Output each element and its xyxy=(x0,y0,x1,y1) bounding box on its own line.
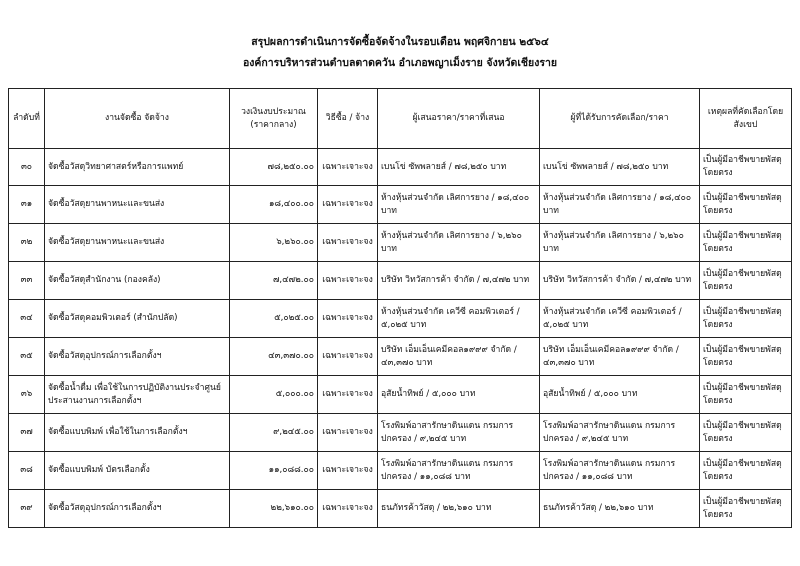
cell-method: เฉพาะเจาะจง xyxy=(318,149,378,186)
table-row xyxy=(9,262,792,300)
header-no: ลำดับที่ xyxy=(9,89,45,149)
document-title: สรุปผลการดำเนินการจัดซื้อจัดจ้างในรอบเดือน พฤศจิกายน ๒๕๖๔ xyxy=(251,36,549,48)
cell-item: จัดซื้อวัสดุคอมพิวเตอร์ (สำนักปลัด) xyxy=(45,300,230,338)
table-row xyxy=(9,490,792,528)
cell-bidder: บริษัท เอ็มเอ็นเคมีคอล๑๙๙๙ จำกัด / ๔๓,๓๗๐ บาท xyxy=(378,338,540,376)
cell-item: จัดซื้อวัสดุยานพาหนะและขนส่ง xyxy=(45,186,230,224)
cell-reason: เป็นผู้มีอาชีพขายพัสดุโดยตรง xyxy=(700,300,792,338)
cell-bidder: บริษัท วิทวัสการค้า จำกัด / ๗,๔๗๒ บาท xyxy=(378,262,540,300)
cell-no: ๓๘ xyxy=(9,452,45,490)
header-item: งานจัดซื้อ จัดจ้าง xyxy=(45,89,230,149)
cell-method: เฉพาะเจาะจง xyxy=(318,338,378,376)
cell-no: ๓๗ xyxy=(9,414,45,452)
cell-no: ๓๕ xyxy=(9,338,45,376)
cell-item: จัดซื้อวัสดุสำนักงาน (กองคลัง) xyxy=(45,262,230,300)
document-subtitle: องค์การบริหารส่วนตำบลตาดควัน อำเภอพญาเม็งราย จังหวัดเชียงราย xyxy=(242,57,558,69)
cell-reason: เป็นผู้มีอาชีพขายพัสดุโดยตรง xyxy=(700,414,792,452)
cell-method: เฉพาะเจาะจง xyxy=(318,300,378,338)
cell-reason: เป็นผู้มีอาชีพขายพัสดุโดยตรง xyxy=(700,452,792,490)
cell-budget: ๔๓,๓๗๐.๐๐ xyxy=(230,338,318,376)
cell-winner: ห้างหุ้นส่วนจำกัด เลิศการยาง / ๖,๒๖๐ บาท xyxy=(540,224,700,262)
cell-winner: โรงพิมพ์อาสารักษาดินแดน กรมการปกครอง / ๙,๒๔๕ บาท xyxy=(540,414,700,452)
cell-method: เฉพาะเจาะจง xyxy=(318,414,378,452)
cell-reason: เป็นผู้มีอาชีพขายพัสดุโดยตรง xyxy=(700,490,792,528)
cell-no: ๓๓ xyxy=(9,262,45,300)
table-body xyxy=(9,149,792,528)
header-budget: วงเงินงบประมาณ (ราคากลาง) xyxy=(230,89,318,149)
cell-budget: ๒๒,๖๑๐.๐๐ xyxy=(230,490,318,528)
cell-budget: ๕,๐๐๐.๐๐ xyxy=(230,376,318,414)
cell-budget: ๖,๒๖๐.๐๐ xyxy=(230,224,318,262)
cell-no: ๓๑ xyxy=(9,186,45,224)
cell-method: เฉพาะเจาะจง xyxy=(318,490,378,528)
cell-bidder: โรงพิมพ์อาสารักษาดินแดน กรมการปกครอง / ๑๑,๐๘๘ บาท xyxy=(378,452,540,490)
cell-bidder: อุสัยน้ำทิพย์ / ๕,๐๐๐ บาท xyxy=(378,376,540,414)
header-method: วิธีซื้อ / จ้าง xyxy=(318,89,378,149)
table-header-row xyxy=(9,89,792,149)
cell-winner: ธนภัทรค้าวัสดุ / ๒๒,๖๑๐ บาท xyxy=(540,490,700,528)
cell-winner: เบนโข่ ซัพพลายส์ / ๗๘,๒๕๐ บาท xyxy=(540,149,700,186)
cell-bidder: ห้างหุ้นส่วนจำกัด เควีซี คอมพิวเตอร์ / ๕,๐๒๕ บาท xyxy=(378,300,540,338)
cell-method: เฉพาะเจาะจง xyxy=(318,186,378,224)
cell-winner: ห้างหุ้นส่วนจำกัด เควีซี คอมพิวเตอร์ / ๕,๐๒๕ บาท xyxy=(540,300,700,338)
cell-reason: เป็นผู้มีอาชีพขายพัสดุโดยตรง xyxy=(700,338,792,376)
cell-budget: ๑๘,๔๐๐.๐๐ xyxy=(230,186,318,224)
table-row xyxy=(9,376,792,414)
cell-bidder: ห้างหุ้นส่วนจำกัด เลิศการยาง / ๑๘,๔๐๐ บาท xyxy=(378,186,540,224)
cell-item: จัดซื้อวัสดุอุปกรณ์การเลือกตั้งฯ xyxy=(45,338,230,376)
table-row xyxy=(9,149,792,186)
cell-winner: ห้างหุ้นส่วนจำกัด เลิศการยาง / ๑๘,๔๐๐ บาท xyxy=(540,186,700,224)
cell-no: ๓๐ xyxy=(9,149,45,186)
table-row xyxy=(9,224,792,262)
cell-method: เฉพาะเจาะจง xyxy=(318,376,378,414)
cell-reason: เป็นผู้มีอาชีพขายพัสดุโดยตรง xyxy=(700,262,792,300)
cell-item: จัดซื้อน้ำดื่ม เพื่อใช้ในการปฏิบัติงานประจำศูนย์ประสานงานการเลือกตั้งฯ xyxy=(45,376,230,414)
cell-item: จัดซื้อวัสดุยานพาหนะและขนส่ง xyxy=(45,224,230,262)
cell-item: จัดซื้อแบบพิมพ์ บัตรเลือกตั้ง xyxy=(45,452,230,490)
header-reason: เหตุผลที่คัดเลือกโดยสังเขป xyxy=(700,89,792,149)
cell-method: เฉพาะเจาะจง xyxy=(318,262,378,300)
cell-item: จัดซื้อแบบพิมพ์ เพื่อใช้ในการเลือกตั้งฯ xyxy=(45,414,230,452)
cell-method: เฉพาะเจาะจง xyxy=(318,224,378,262)
header-bidder: ผู้เสนอราคา/ราคาที่เสนอ xyxy=(378,89,540,149)
cell-no: ๓๙ xyxy=(9,490,45,528)
cell-winner: โรงพิมพ์อาสารักษาดินแดน กรมการปกครอง / ๑๑,๐๘๘ บาท xyxy=(540,452,700,490)
cell-method: เฉพาะเจาะจง xyxy=(318,452,378,490)
cell-reason: เป็นผู้มีอาชีพขายพัสดุโดยตรง xyxy=(700,376,792,414)
cell-bidder: โรงพิมพ์อาสารักษาดินแดน กรมการปกครอง / ๙,๒๔๕ บาท xyxy=(378,414,540,452)
cell-reason: เป็นผู้มีอาชีพขายพัสดุโดยตรง xyxy=(700,149,792,186)
cell-winner: บริษัท วิทวัสการค้า จำกัด / ๗,๔๗๒ บาท xyxy=(540,262,700,300)
cell-winner: อุสัยน้ำทิพย์ / ๕,๐๐๐ บาท xyxy=(540,376,700,414)
procurement-table xyxy=(8,88,792,528)
header-winner: ผู้ที่ได้รับการคัดเลือก/ราคา xyxy=(540,89,700,149)
cell-budget: ๕,๐๒๕.๐๐ xyxy=(230,300,318,338)
cell-bidder: ธนภัทรค้าวัสดุ / ๒๒,๖๑๐ บาท xyxy=(378,490,540,528)
table-row xyxy=(9,414,792,452)
cell-bidder: ห้างหุ้นส่วนจำกัด เลิศการยาง / ๖,๒๖๐ บาท xyxy=(378,224,540,262)
cell-bidder: เบนโข่ ซัพพลายส์ / ๗๘,๒๕๐ บาท xyxy=(378,149,540,186)
cell-no: ๓๒ xyxy=(9,224,45,262)
cell-winner: บริษัท เอ็มเอ็นเคมีคอล๑๙๙๙ จำกัด / ๔๓,๓๗๐ บาท xyxy=(540,338,700,376)
cell-budget: ๑๑,๐๘๘.๐๐ xyxy=(230,452,318,490)
cell-item: จัดซื้อวัสดุอุปกรณ์การเลือกตั้งฯ xyxy=(45,490,230,528)
cell-reason: เป็นผู้มีอาชีพขายพัสดุโดยตรง xyxy=(700,186,792,224)
table-row xyxy=(9,186,792,224)
cell-budget: ๗๘,๒๕๐.๐๐ xyxy=(230,149,318,186)
cell-reason: เป็นผู้มีอาชีพขายพัสดุโดยตรง xyxy=(700,224,792,262)
cell-no: ๓๔ xyxy=(9,300,45,338)
cell-budget: ๗,๔๗๒.๐๐ xyxy=(230,262,318,300)
table-row xyxy=(9,452,792,490)
cell-no: ๓๖ xyxy=(9,376,45,414)
table-row xyxy=(9,338,792,376)
cell-item: จัดซื้อวัสดุวิทยาศาสตร์หรือการแพทย์ xyxy=(45,149,230,186)
cell-budget: ๙,๒๔๕.๐๐ xyxy=(230,414,318,452)
table-row xyxy=(9,300,792,338)
